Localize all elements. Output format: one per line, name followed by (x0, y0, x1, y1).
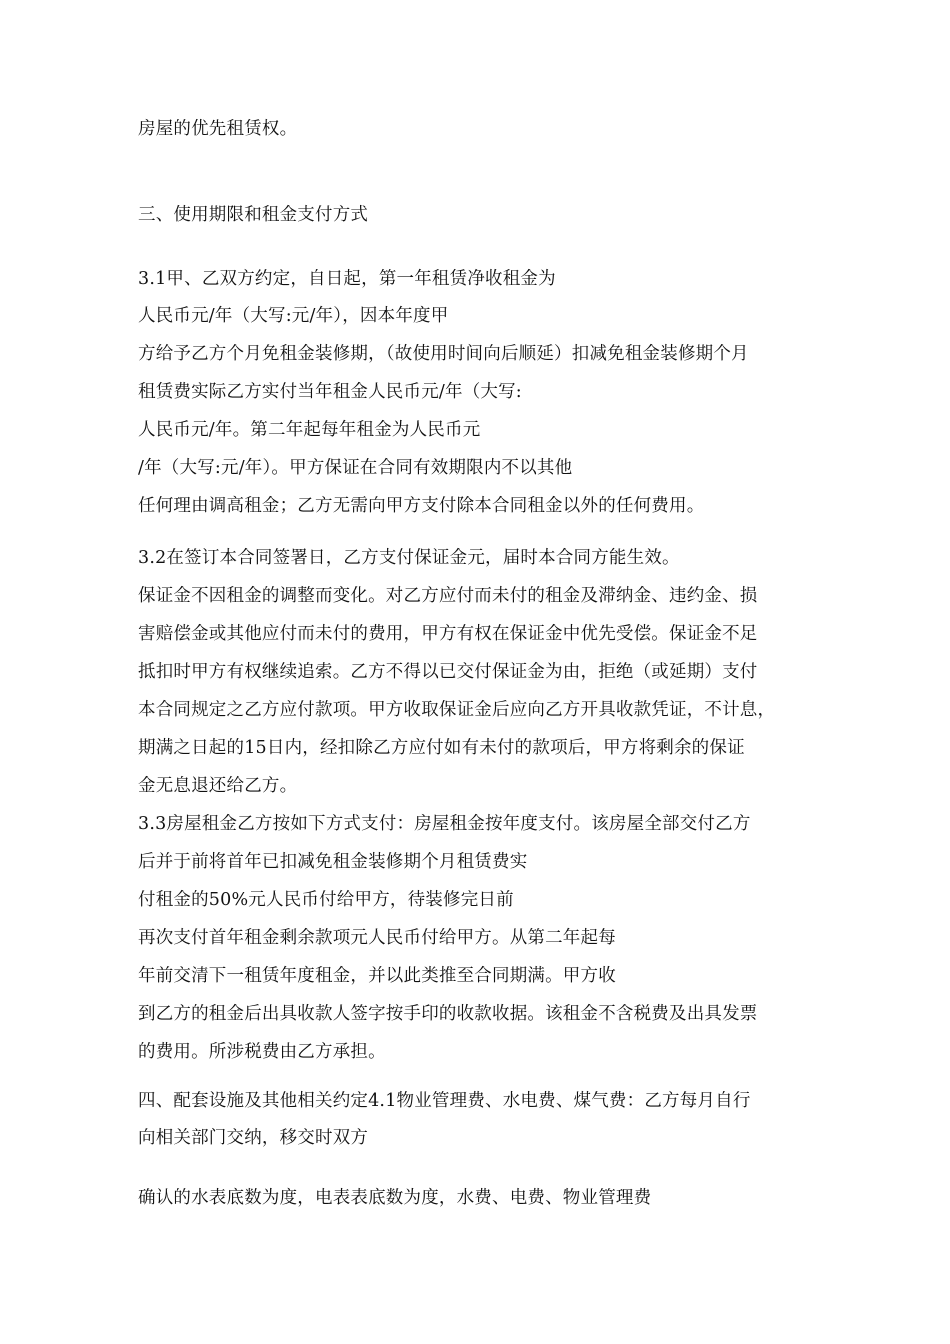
text-line: 3.2在签订本合同签署日，乙方支付保证金元，届时本合同方能生效。 (138, 548, 680, 568)
text-line: /年（大写:元/年）。甲方保证在合同有效期限内不以其他 (138, 458, 573, 478)
text-line: 到乙方的租金后出具收款人签字按手印的收款收据。该租金不含税费及出具发票 (138, 1004, 758, 1024)
text-line: 人民币元/年（大写:元/年），因本年度甲 (138, 306, 449, 326)
text-line: 的费用。所涉税费由乙方承担。 (138, 1042, 386, 1062)
section-heading: 三、使用期限和租金支付方式 (138, 205, 369, 225)
text-line: 确认的水表底数为度，电表表底数为度，水费、电费、物业管理费 (138, 1188, 652, 1208)
text-line: 再次支付首年租金剩余款项元人民币付给甲方。从第二年起每 (138, 928, 616, 948)
text-line: 方给予乙方个月免租金装修期，（故使用时间向后顺延）扣减免租金装修期个月 (138, 344, 749, 364)
text-line: 房屋的优先租赁权。 (138, 119, 298, 139)
text-line: 期满之日起的15日内，经扣除乙方应付如有未付的款项后，甲方将剩余的保证 (138, 738, 745, 758)
text-line: 任何理由调高租金；乙方无需向甲方支付除本合同租金以外的任何费用。 (138, 496, 705, 516)
text-line: 本合同规定之乙方应付款项。甲方收取保证金后应向乙方开具收款凭证，不计息， (138, 700, 776, 720)
text-line: 后并于前将首年已扣减免租金装修期个月租赁费实 (138, 852, 528, 872)
text-line: 年前交清下一租赁年度租金，并以此类推至合同期满。甲方收 (138, 966, 616, 986)
section-heading: 四、配套设施及其他相关约定4.1物业管理费、水电费、煤气费：乙方每月自行 (138, 1091, 751, 1111)
text-line: 金无息退还给乙方。 (138, 776, 298, 796)
text-line: 付租金的50%元人民币付给甲方，待装修完日前 (138, 890, 514, 910)
text-line: 保证金不因租金的调整而变化。对乙方应付而未付的租金及滞纳金、违约金、损 (138, 586, 758, 606)
text-line: 3.3房屋租金乙方按如下方式支付：房屋租金按年度支付。该房屋全部交付乙方 (138, 814, 751, 834)
text-line: 害赔偿金或其他应付而未付的费用，甲方有权在保证金中优先受偿。保证金不足 (138, 624, 758, 644)
text-line: 向相关部门交纳，移交时双方 (138, 1128, 369, 1148)
text-line: 租赁费实际乙方实付当年租金人民币元/年（大写: (138, 382, 522, 402)
text-line: 3.1甲、乙双方约定，自日起，第一年租赁净收租金为 (138, 269, 556, 289)
text-line: 抵扣时甲方有权继续追索。乙方不得以已交付保证金为由，拒绝（或延期）支付 (138, 662, 758, 682)
text-line: 人民币元/年。第二年起每年租金为人民币元 (138, 420, 481, 440)
